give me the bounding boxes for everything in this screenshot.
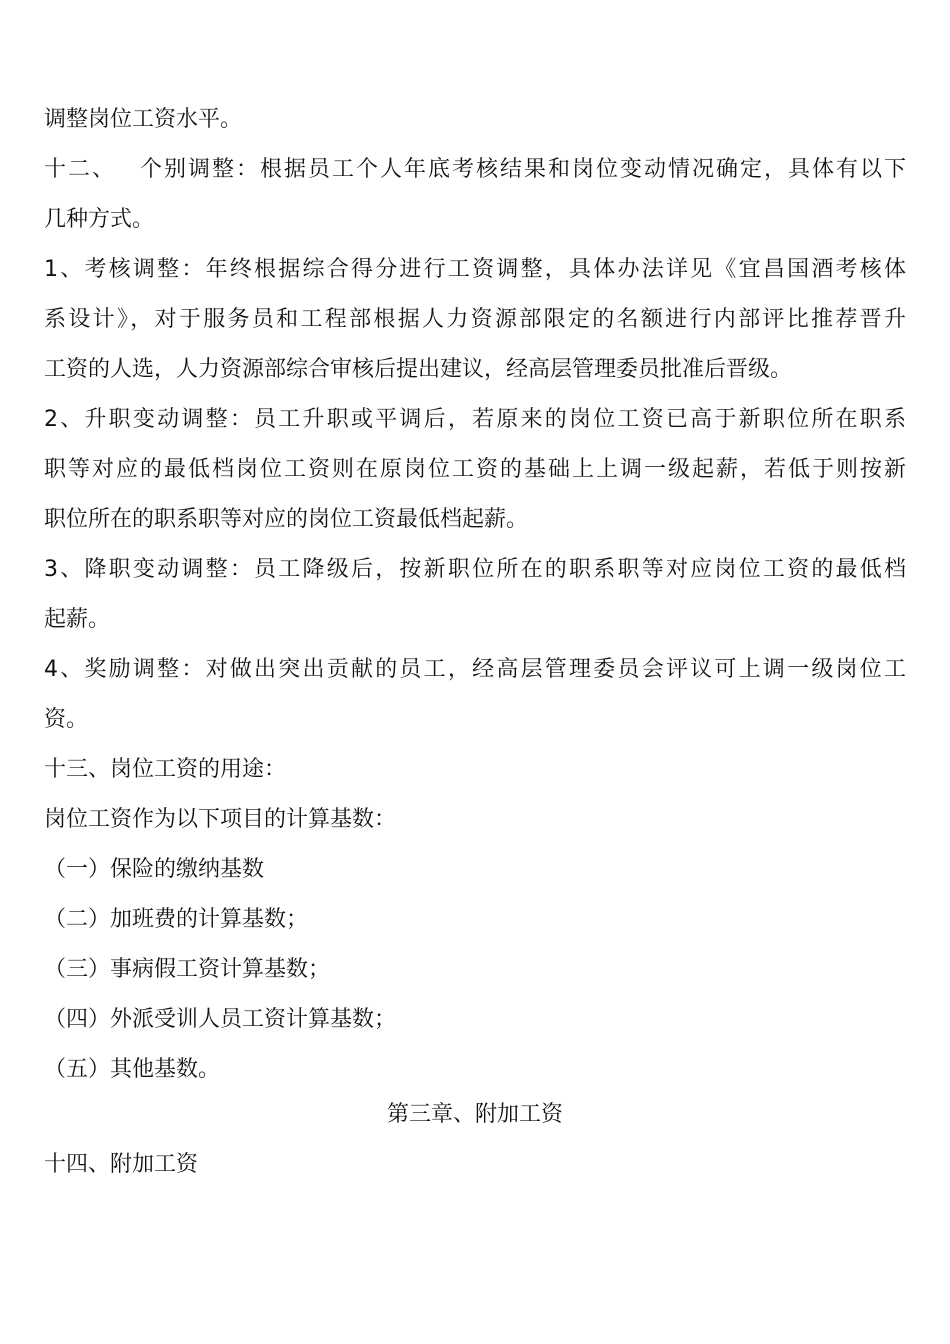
list-item: （三）事病假工资计算基数；	[44, 957, 331, 982]
section-number: 十二、	[44, 157, 116, 182]
paragraph-line: 岗位工资作为以下项目的计算基数：	[44, 807, 397, 832]
paragraph-line: 工资的人选，人力资源部综合审核后提出建议，经高层管理委员批准后晋级。	[44, 357, 793, 382]
paragraph-line: 2、升职变动调整：员工升职或平调后，若原来的岗位工资已高于新职位所在职系	[44, 407, 906, 432]
paragraph-line: 1、考核调整：年终根据综合得分进行工资调整，具体办法详见《宜昌国酒考核体	[44, 257, 906, 282]
paragraph-line: 4、奖励调整：对做出突出贡献的员工，经高层管理委员会评议可上调一级岗位工	[44, 657, 906, 682]
section-heading: 十四、附加工资	[44, 1152, 199, 1177]
section-heading: 十三、岗位工资的用途：	[44, 757, 287, 782]
paragraph-line: 职等对应的最低档岗位工资则在原岗位工资的基础上上调一级起薪，若低于则按新	[44, 457, 906, 482]
list-item: （四）外派受训人员工资计算基数；	[44, 1007, 397, 1032]
chapter-title: 第三章、附加工资	[386, 1102, 563, 1127]
list-item: （五）其他基数。	[44, 1057, 221, 1082]
paragraph-line: 调整岗位工资水平。	[44, 107, 243, 132]
section-text: 个别调整：根据员工个人年底考核结果和岗位变动情况确定，具体有以下	[138, 157, 906, 182]
list-item: （二）加班费的计算基数；	[44, 907, 309, 932]
paragraph-line: 3、降职变动调整：员工降级后，按新职位所在的职系职等对应岗位工资的最低档	[44, 557, 906, 582]
section-twelve-line	[44, 145, 906, 195]
paragraph-line: 起薪。	[44, 607, 111, 632]
paragraph-line: 资。	[44, 707, 89, 732]
list-item: （一）保险的缴纳基数	[44, 857, 265, 882]
paragraph-line: 几种方式。	[44, 207, 155, 232]
paragraph-line: 系设计》，对于服务员和工程部根据人力资源部限定的名额进行内部评比推荐晋升	[44, 307, 906, 332]
paragraph-line: 职位所在的职系职等对应的岗位工资最低档起薪。	[44, 507, 529, 532]
